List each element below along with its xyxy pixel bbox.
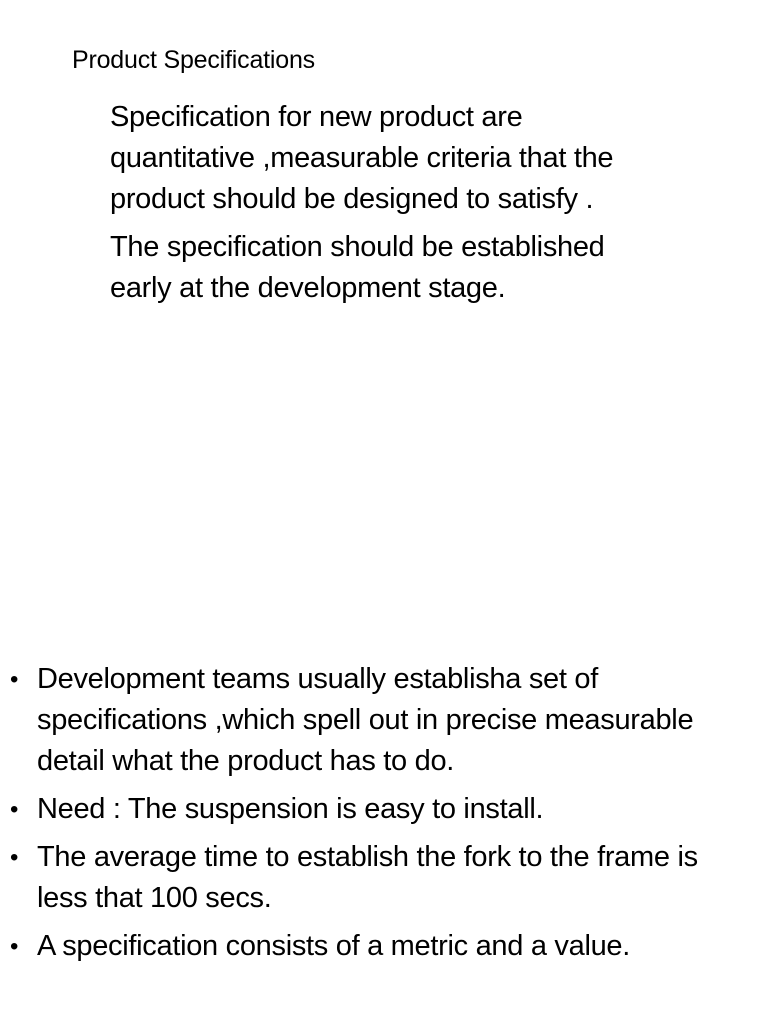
intro-paragraph-2: The specification should be established early at the development stage. (110, 231, 605, 304)
bullet-item-4 (10, 926, 730, 967)
bullet-icon: • (10, 844, 19, 871)
intro-text-block (110, 97, 670, 316)
bullet-icon: • (10, 796, 19, 823)
bullet-item-1 (10, 659, 730, 782)
bullet-text: Need : The suspension is easy to install. (37, 793, 544, 825)
bullet-list (10, 659, 730, 974)
bullet-icon: • (10, 933, 19, 960)
bullet-text: A specification consists of a metric and a value. (37, 930, 630, 962)
bullet-item-2 (10, 789, 730, 830)
slide-title: Product Specifications (72, 46, 315, 74)
bullet-icon: • (10, 666, 19, 693)
bullet-text: The average time to establish the fork to the frame is less that 100 secs. (37, 841, 698, 914)
bullet-item-3 (10, 837, 730, 919)
intro-paragraph-1: Specification for new product are quantitative ,measurable criteria that the product should be designed to satisfy . (110, 101, 614, 215)
bullet-text: Development teams usually establisha set of specifications ,which spell out in precise measurable detail what the product has to do. (37, 663, 694, 777)
